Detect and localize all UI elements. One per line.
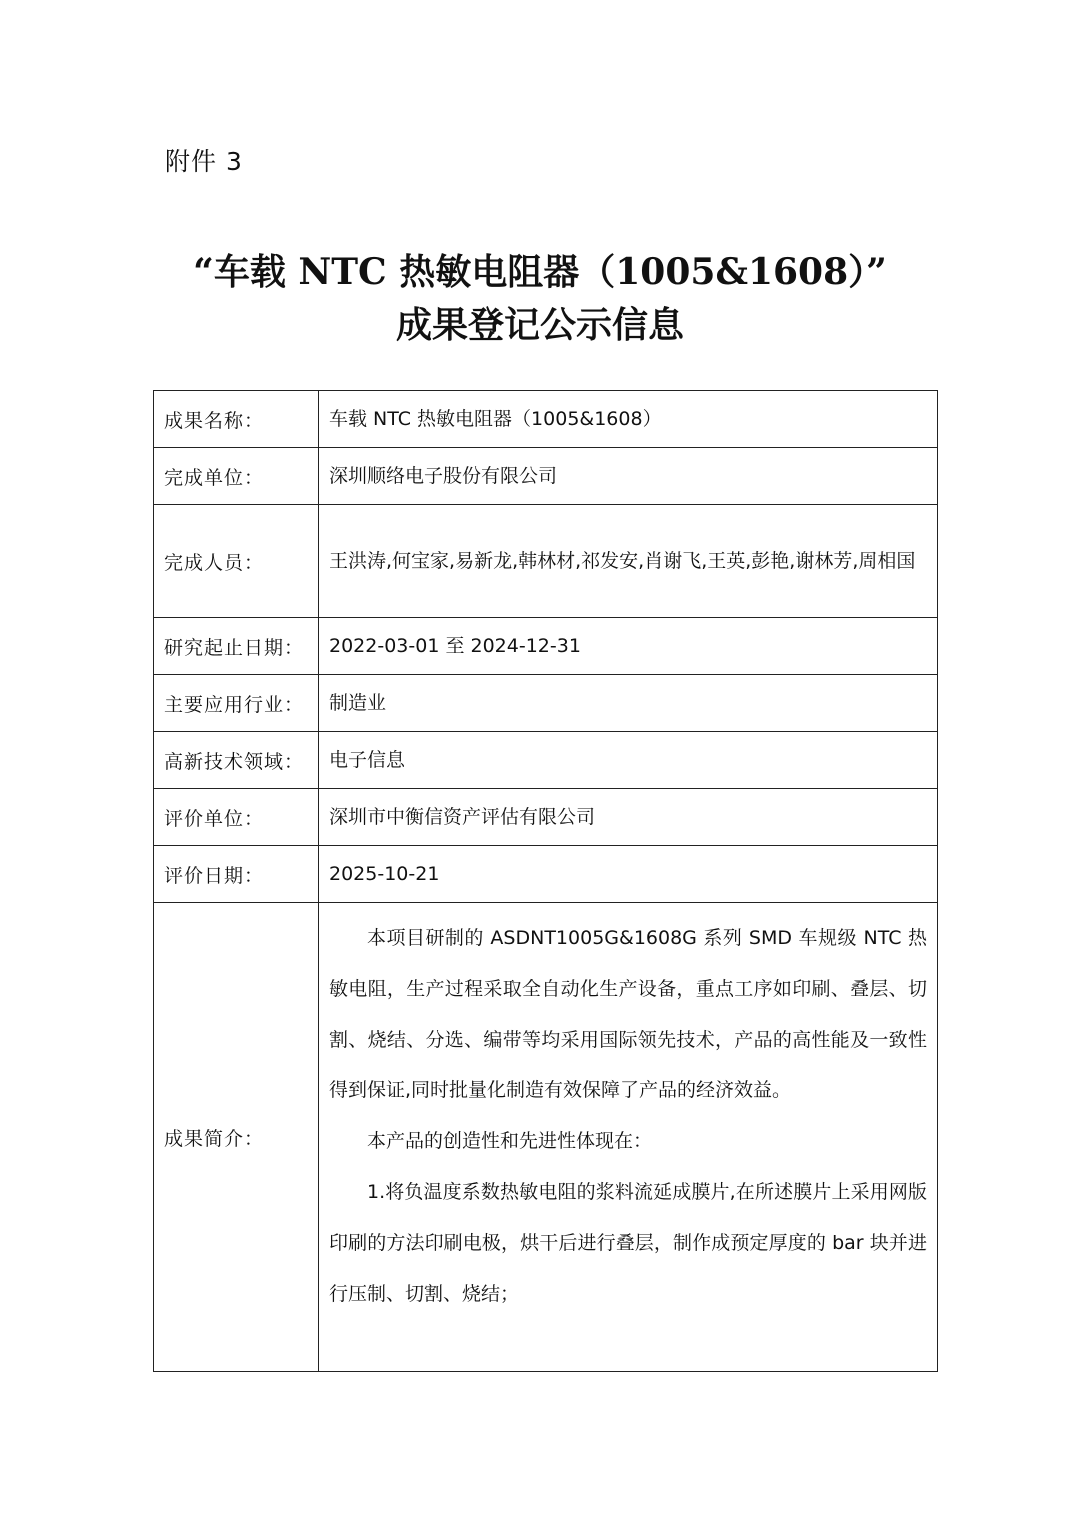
- row-value-evaluation-date: 2025-10-21: [319, 846, 938, 903]
- table-row: [154, 789, 938, 846]
- row-value-summary: [319, 903, 938, 1372]
- page-title-line-2: 成果登记公示信息: [395, 304, 684, 346]
- row-label-evaluation-date: 评价日期：: [154, 846, 319, 903]
- row-value-completing-unit: 深圳顺络电子股份有限公司: [319, 448, 938, 505]
- table-row: [154, 618, 938, 675]
- row-label-completing-unit: 完成单位：: [154, 448, 319, 505]
- row-label-evaluation-unit: 评价单位：: [154, 789, 319, 846]
- page-title-line-1: “车载 NTC 热敏电阻器（1005&1608）”: [193, 251, 887, 293]
- summary-paragraph: 1.将负温度系数热敏电阻的浆料流延成膜片,在所述膜片上采用网版印刷的方法印刷电极，烘干后进行叠层，制作成预定厚度的 bar 块并进行压制、切割、烧结；: [329, 1180, 927, 1305]
- row-value-evaluation-unit: 深圳市中衡信资产评估有限公司: [319, 789, 938, 846]
- row-value-achievement-name: 车载 NTC 热敏电阻器（1005&1608）: [319, 391, 938, 448]
- summary-paragraph: 本项目研制的 ASDNT1005G&1608G 系列 SMD 车规级 NTC 热敏电阻，生产过程采取全自动化生产设备，重点工序如印刷、叠层、切割、烧结、分选、编带等均采用国际领先技术，产品的高性能及一致性得到保证,同时批量化制造有效保障了产品的经济效益。: [329, 927, 927, 1102]
- row-label-industry: 主要应用行业：: [154, 675, 319, 732]
- table-row: [154, 448, 938, 505]
- row-label-achievement-name: 成果名称：: [154, 391, 319, 448]
- table-row: [154, 505, 938, 618]
- row-value-industry: 制造业: [319, 675, 938, 732]
- table-row: [154, 391, 938, 448]
- row-label-tech-field: 高新技术领域：: [154, 732, 319, 789]
- row-value-tech-field: 电子信息: [319, 732, 938, 789]
- row-label-summary: 成果简介：: [154, 903, 319, 1372]
- attachment-label: 附件 3: [165, 147, 243, 176]
- summary-paragraph: 本产品的创造性和先进性体现在：: [367, 1130, 653, 1153]
- table-row: [154, 732, 938, 789]
- table-row: [154, 846, 938, 903]
- row-value-research-period: 2022-03-01 至 2024-12-31: [319, 618, 938, 675]
- row-label-research-period: 研究起止日期：: [154, 618, 319, 675]
- table-row: [154, 675, 938, 732]
- row-value-personnel: 王洪涛,何宝家,易新龙,韩林材,祁发安,肖谢飞,王英,彭艳,谢林芳,周相国: [319, 505, 938, 618]
- registration-info-table: [153, 390, 938, 1372]
- table-row: [154, 903, 938, 1372]
- row-label-personnel: 完成人员：: [154, 505, 319, 618]
